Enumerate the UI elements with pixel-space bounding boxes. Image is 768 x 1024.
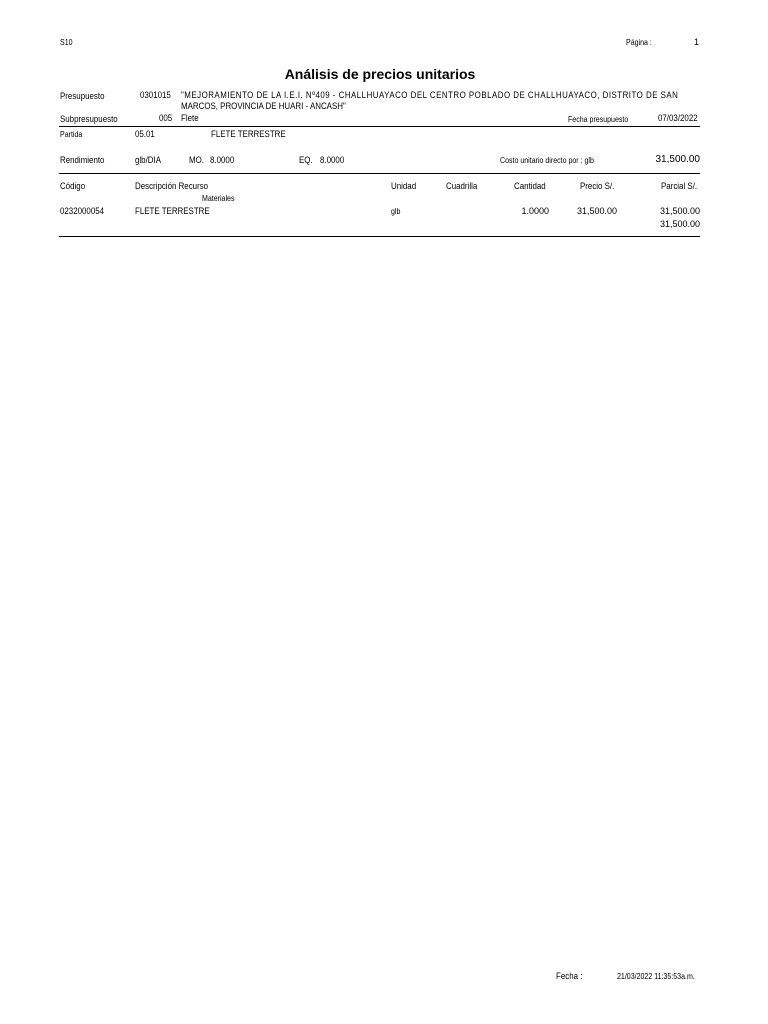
page-title: Análisis de precios unitarios (284, 66, 476, 82)
row-codigo: 0232000054 (60, 206, 105, 216)
divider-middle (59, 173, 700, 174)
presupuesto-description-line1: "MEJORAMIENTO DE LA I.E.I. Nº409 - CHALLHUAYACO DEL CENTRO POBLADO DE CHALLHUAYACO, DISTRITO DE SAN (181, 90, 679, 100)
partida-label: Partida (60, 130, 83, 139)
mo-value: 8.0000 (210, 155, 235, 165)
col-header-parcial: Parcial S/. (661, 181, 698, 191)
eq-value: 8.0000 (320, 155, 345, 165)
row-descripcion: FLETE TERRESTRE (135, 206, 210, 216)
partida-code: 05.01 (135, 129, 155, 139)
col-header-codigo: Código (60, 181, 86, 191)
col-header-descripcion: Descripción Recurso (135, 181, 209, 191)
page-number: 1 (694, 37, 700, 47)
costo-unitario-label: Costo unitario directo por : glb (500, 156, 594, 165)
footer-fecha-label: Fecha : (556, 971, 583, 981)
subpresupuesto-label: Subpresupuesto (60, 114, 118, 124)
row-unidad: glb (391, 207, 401, 216)
footer-fecha-value: 21/03/2022 11:35:53a.m. (617, 972, 695, 981)
presupuesto-label: Presupuesto (60, 91, 105, 101)
row-parcial: 31,500.00 (659, 206, 700, 216)
row-precio: 31,500.00 (576, 206, 617, 216)
rendimiento-unit: glb/DIA (135, 155, 161, 165)
partida-name: FLETE TERRESTRE (211, 129, 286, 139)
costo-unitario-value: 31,500.00 (655, 154, 700, 165)
subpresupuesto-code: 005 (159, 113, 173, 123)
row-cantidad: 1.0000 (521, 206, 549, 216)
presupuesto-description-line2: MARCOS, PROVINCIA DE HUARI - ANCASH" (181, 101, 346, 111)
presupuesto-code: 0301015 (140, 90, 171, 100)
divider-top (59, 126, 700, 127)
col-header-cuadrilla: Cuadrilla (446, 181, 478, 191)
col-header-precio: Precio S/. (580, 181, 615, 191)
mo-label: MO. (189, 155, 204, 165)
eq-label: EQ. (299, 155, 313, 165)
subpresupuesto-name: Flete (181, 113, 199, 123)
system-label: S10 (60, 38, 73, 47)
col-header-cantidad: Cantidad (514, 181, 546, 191)
col-header-unidad: Unidad (391, 181, 417, 191)
group-label-materiales: Materiales (202, 194, 235, 203)
group-total: 31,500.00 (659, 219, 700, 229)
fecha-presupuesto-label: Fecha presupuesto (568, 115, 629, 124)
fecha-presupuesto-value: 07/03/2022 (658, 113, 698, 123)
page-label: Página : (626, 38, 652, 47)
rendimiento-label: Rendimiento (60, 155, 105, 165)
divider-bottom (59, 236, 700, 237)
